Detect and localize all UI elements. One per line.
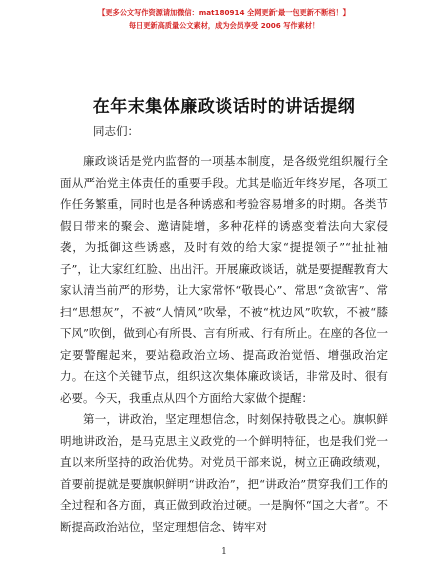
document-body bbox=[60, 151, 388, 538]
promo-banner-line-2: 每日更新高质量公文素材，成为会员享受 2006 写作素材！ bbox=[128, 21, 320, 30]
page-number: 1 bbox=[221, 547, 227, 557]
paragraph: 廉政谈话是党内监督的一项基本制度，是各级党组织履行全面从严治党主体责任的重要手段。尤其是临近年终岁尾，各项工作任务繁重，同时也是各种诱惑和考验容易增多的时期。各类节假日带来的聚会、邀请陡增，多种花样的诱惑变着法向大家侵袭，为抵御这些诱惑，及时有效的给大家“提提领子”“扯扯袖子”，让大家红红脸、出出汗。开展廉政谈话，就是要提醒教育大家认清当前严的形势，让大家常怀“敬畏心”、常思“贪欲害”、常扫“思想灰”，不被“人情风”吹晕，不被“枕边风”吹软，不被“膝下风”吹倒，做到心有所畏、言有所戒、行有所止。在座的各位一定要警醒起来，要站稳政治立场、提高政治觉悟、增强政治定力。在这个关键节点，组织这次集体廉政谈话，非常及时、很有必要。今天，我重点从四个方面给大家做个提醒： bbox=[60, 154, 388, 405]
document-title: 在年末集体廉政谈话时的讲话提纲 bbox=[92, 97, 356, 117]
promo-banner-line-1: 【更多公文写作资源请加微信：mat180914 全网更新'最一包更新不断档！】 bbox=[98, 8, 350, 17]
salutation: 同志们： bbox=[93, 124, 139, 138]
promo-banner bbox=[0, 6, 448, 32]
paragraph: 第一，讲政治，坚定理想信念，时刻保持敬畏之心。旗帜鲜明地讲政治，是马克思主义政党的一个鲜明特征，也是我们党一直以来所坚持的政治优势。对党员干部来说，树立正确政绩观，首要前提就是要旗帜鲜明“讲政治”，把“讲政治”贯穿我们工作的全过程和各方面，真正做到政治过硬。一是胸怀“国之大者”。不断提高政治站位，坚定理想信念、铸牢对 bbox=[60, 412, 388, 534]
